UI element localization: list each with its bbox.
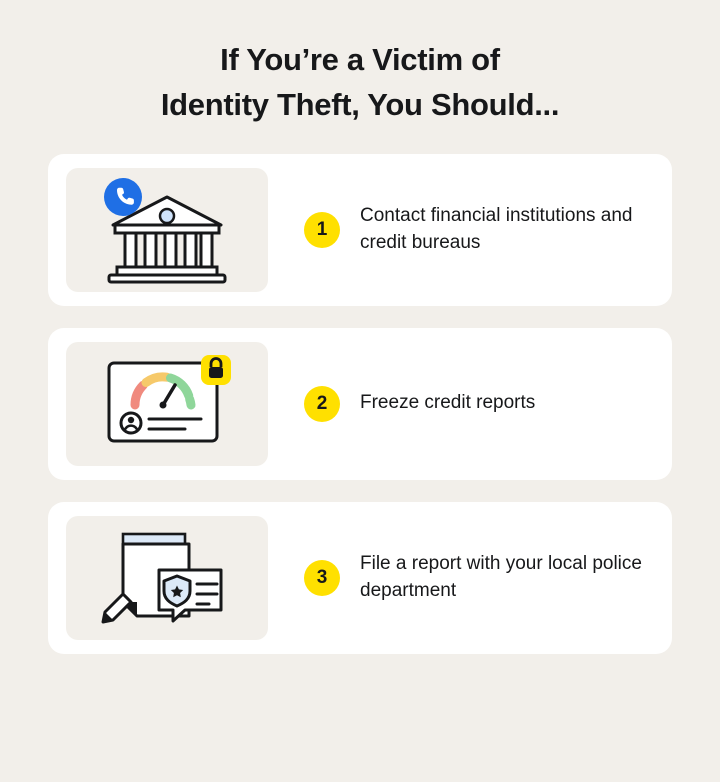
credit-score-lock-icon <box>97 349 237 459</box>
steps-list <box>0 154 720 654</box>
step-1-body <box>268 203 654 257</box>
page-title-line-2: Identity Theft, You Should... <box>160 86 560 122</box>
step-card-3 <box>48 502 672 654</box>
step-card-2 <box>48 328 672 480</box>
step-2-number: 2 <box>304 386 340 422</box>
step-card-1 <box>48 154 672 306</box>
page-title-line-1: If You’re a Victim of <box>220 42 500 77</box>
step-2-icon-container <box>66 342 268 466</box>
step-3-icon-container <box>66 516 268 640</box>
page-title <box>0 0 720 128</box>
step-1-text: Contact financial institutions and credit bureaus <box>360 204 633 253</box>
step-1-icon-container <box>66 168 268 292</box>
step-3-text: File a report with your local police department <box>360 552 642 601</box>
police-report-icon <box>97 522 237 634</box>
step-1-number: 1 <box>304 212 340 248</box>
step-2-body <box>268 386 535 422</box>
step-3-body <box>268 551 654 605</box>
step-3-number: 3 <box>304 560 340 596</box>
step-2-text: Freeze credit reports <box>360 392 536 414</box>
bank-phone-icon <box>97 175 237 285</box>
